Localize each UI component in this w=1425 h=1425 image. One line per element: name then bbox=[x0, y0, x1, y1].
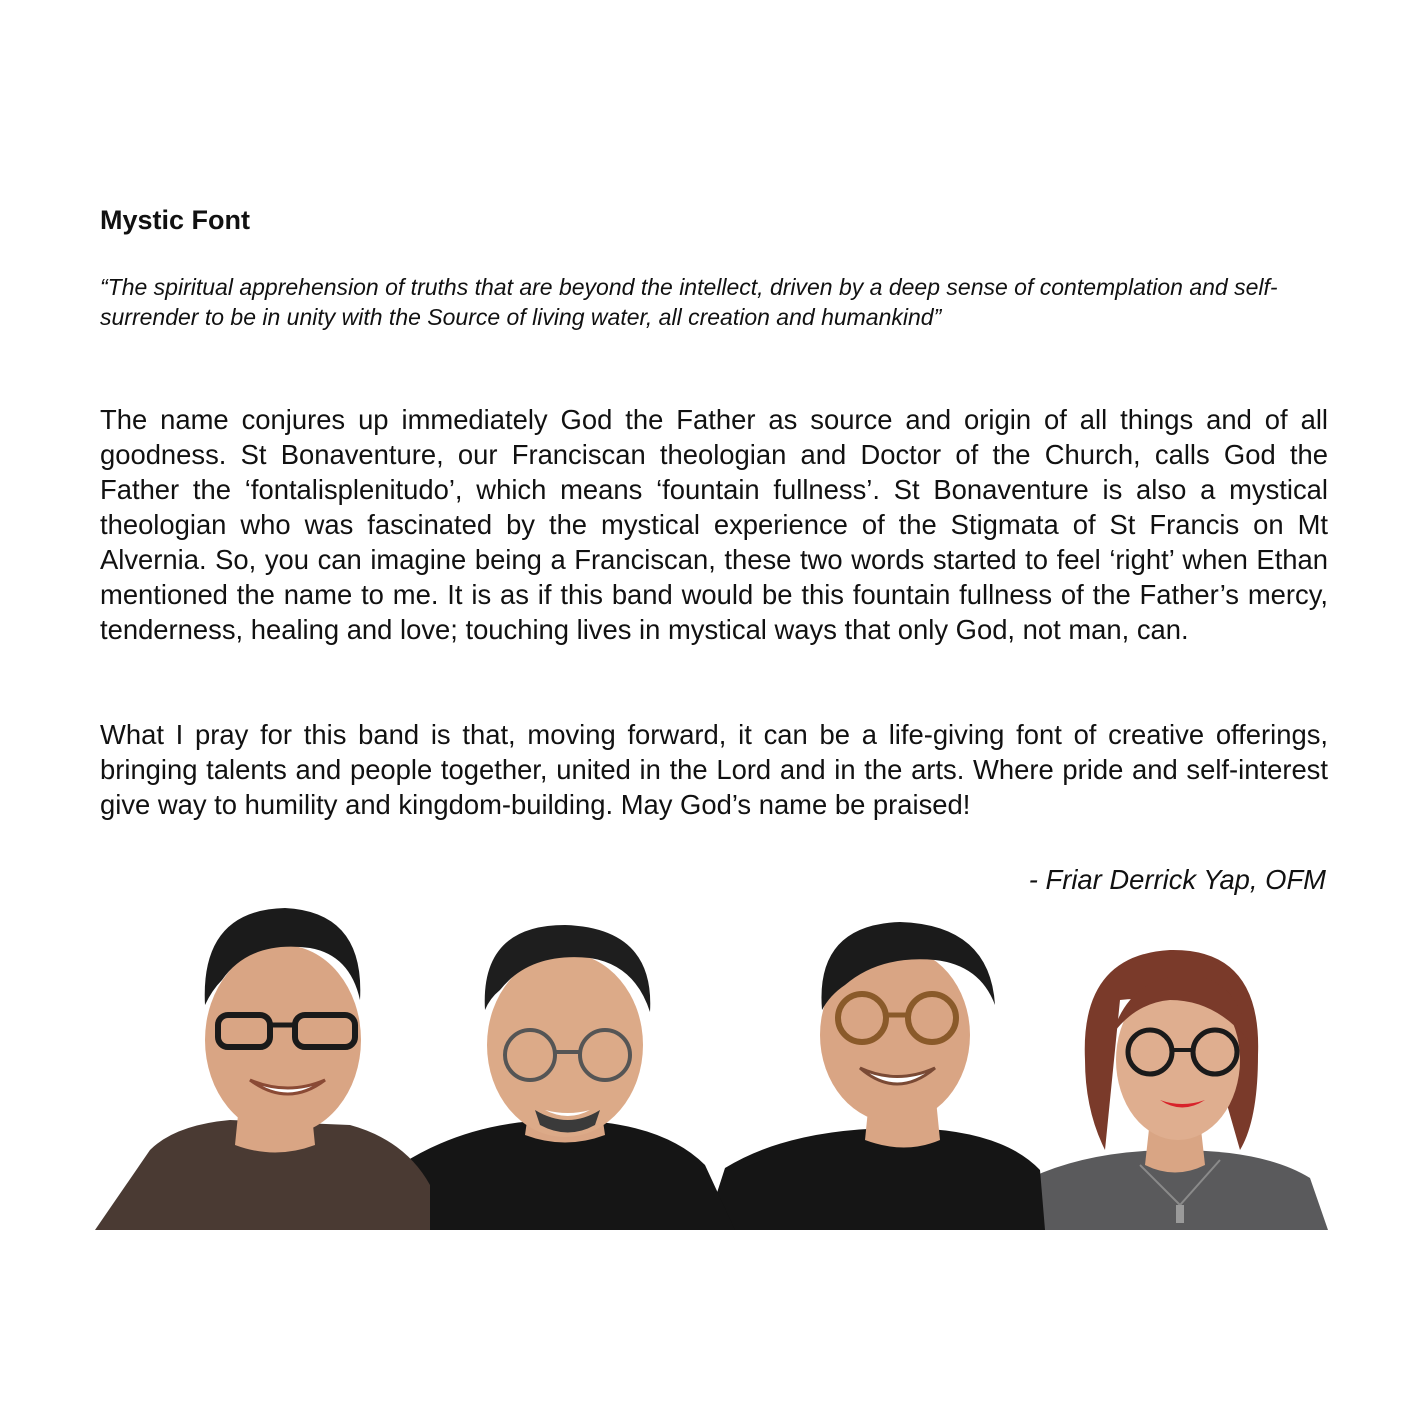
body-paragraph: The name conjures up immediately God the Father as source and origin of all things and of all goodness. St Bonaventure, our Franciscan theologian and Doctor of the Church, calls God the Father the ‘fontalisplenitudo’, which means ‘fountain fullness’. St Bonaventure is also a mystical theologian who was fascinated by the mystical experience of the Stigmata of St Francis on Mt Alvernia. So, you can imagine being a Franciscan, these two words started to feel ‘right’ when Ethan mentioned the name to me. It is as if this band would be this fountain fullness of the Father’s mercy, tenderness, healing and love; touching lives in mystical ways that only God, not man, can. bbox=[100, 404, 1328, 645]
friar-portrait-icon bbox=[95, 908, 430, 1230]
page-title: Mystic Font bbox=[100, 205, 251, 235]
man-portrait-icon bbox=[385, 925, 735, 1230]
group-photo bbox=[0, 900, 1425, 1240]
definition-quote: “The spiritual apprehension of truths that are beyond the intellect, driven by a deep sense of contemplation and self-surrender to be in unity with the Source of living water, all creation and humankind” bbox=[100, 274, 1278, 330]
signature: - Friar Derrick Yap, OFM bbox=[1028, 864, 1326, 895]
woman-portrait-icon bbox=[1010, 950, 1328, 1230]
body-paragraph: What I pray for this band is that, moving forward, it can be a life-giving font of creative offerings, bringing talents and people together, united in the Lord and in the arts. Where pride and self-interest give way to humility and kingdom-building. May God’s name be praised! bbox=[100, 719, 1328, 820]
young-man-portrait-icon bbox=[705, 922, 1045, 1230]
